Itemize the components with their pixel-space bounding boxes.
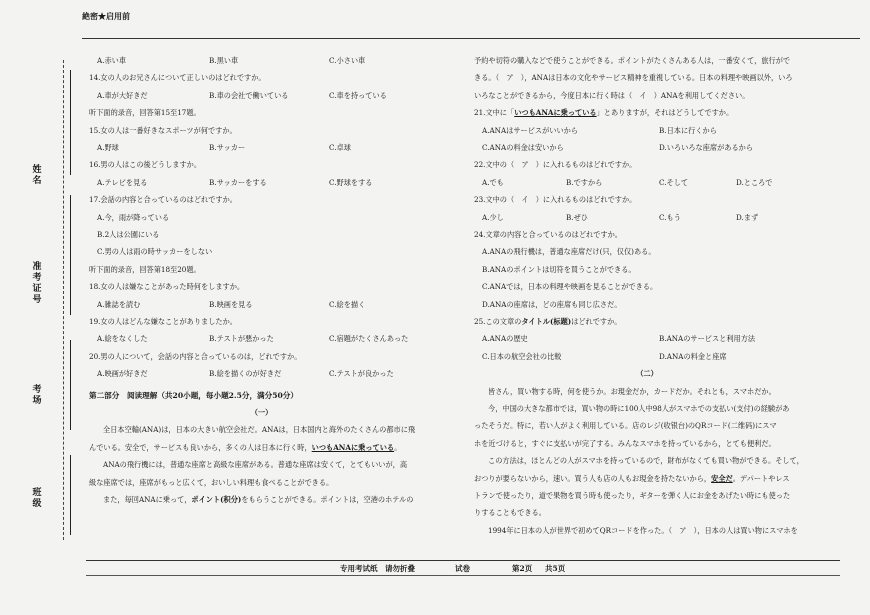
option: C.卓球 (329, 143, 351, 152)
question-text: 25.この文章の (474, 317, 522, 327)
option: A.少し (482, 212, 504, 222)
q15-options (89, 139, 434, 156)
footer-paper-label: 试卷 (455, 564, 470, 573)
option: B.テストが悪かった (209, 334, 274, 344)
option: C.ANAの料金は安いから (482, 143, 564, 153)
class-label: 班级 (32, 488, 42, 509)
name-blank-line (70, 70, 71, 175)
option: B.絵を描くのが好きだ (209, 369, 282, 379)
underlined-phrase: 安全だ (711, 473, 733, 483)
option: A.でも (482, 177, 504, 187)
name-label: 姓名 (32, 165, 42, 186)
option: B.車の会社で働いている (209, 90, 289, 100)
question-22: 22.文中の（ ア ）に入れるものはどれですか。 (474, 160, 637, 170)
bold-phrase: ポイント(积分) (191, 495, 242, 505)
section-two-heading: （二） (636, 369, 658, 379)
listening-instruction-1: 听下面的录音，回答第15至17题。 (89, 108, 201, 118)
passage-line (474, 470, 820, 487)
part-two-heading: 第二部分 阅读理解（共20小题，每小题2.5分，满分50分） (89, 390, 298, 400)
option: D.いろいろな座席があるから (659, 143, 754, 153)
passage-text: 。 (394, 442, 402, 452)
question-21 (474, 104, 820, 121)
option: A.ANAの飛行機は，普通な座席だけ(只，仅仅)ある。 (482, 247, 656, 257)
passage-text: おつりが要らないから，速い。買う人も店の人もお現金を持たないから， (474, 473, 712, 483)
option: B.映画を見る (209, 299, 253, 309)
listening-instruction-2: 听下面的录音，回答第18至20题。 (89, 264, 201, 274)
question-25 (474, 313, 820, 330)
q14-options (89, 87, 434, 104)
q16-options (89, 174, 434, 191)
option: C.車を持っている (329, 90, 387, 100)
option: C.野球をする (329, 177, 373, 187)
passage-text: をもらうことができる。ポイントは，空港のホテルの (241, 495, 414, 505)
bold-phrase: タイトル(标题) (521, 317, 572, 327)
passage-line: ホを近づけると，すぐに支払いが完了する。みんなスマホを持っているから，とても便利だ。 (474, 438, 776, 448)
q22-options (474, 174, 820, 191)
q25-options-row2 (474, 348, 820, 365)
option: A.車が大好きだ (97, 90, 148, 100)
footer-page-total: 共5页 (545, 564, 566, 573)
option: A.絵をなくした (97, 334, 148, 344)
question-17: 17.会話の内容と合っているのはどれですか。 (89, 195, 237, 205)
passage-text: 。デパートやレス (732, 473, 790, 483)
q23-options (474, 209, 820, 226)
venue-blank-line (70, 340, 71, 430)
passage-text: んでいる。安全で，サービスも良いから，多くの人は日本に行く時， (89, 442, 312, 452)
passage-line: きる。（ ア ），ANAは日本の文化やサービス精神を重視している。日本の料理や映画以外，いろ (474, 73, 793, 83)
option: C.男の人は雨の時サッカーをしない (97, 247, 213, 257)
exam-number-label: 准考证号 (32, 262, 42, 305)
question-19: 19.女の人はどんな嫌なことがありましたか。 (89, 317, 237, 327)
exam-no-blank-line (70, 195, 71, 315)
option: A.映画が好きだ (97, 369, 148, 379)
underlined-phrase: いつもANAに乗っている (311, 442, 395, 452)
question-20: 20.男の人について，会話の内容と合っているのは，どれですか。 (89, 351, 302, 361)
bottom-rule (86, 560, 840, 561)
class-blank-line (70, 455, 71, 535)
question-23: 23.文中の（ イ ）に入れるものはどれですか。 (474, 195, 637, 205)
question-15: 15.女の人は一番好きなスポーツが何ですか。 (89, 125, 237, 135)
passage-line: この方法は，ほとんどの人がスマホを持っているので，財布がなくても買い物ができる。そして， (488, 456, 804, 466)
question-text: 21.文中に「 (474, 108, 515, 118)
option: C.ANAでは，日本の料理や映画を見ることができる。 (482, 282, 658, 292)
passage-line: りすることもできる。 (474, 508, 546, 518)
option: B.ですから (566, 177, 603, 187)
option: A.今，雨が降っている (97, 212, 170, 222)
option: B.黒い車 (209, 56, 239, 65)
passage-line: 全日本空輸(ANA)は，日本の大きい航空会社だ。ANAは，日本国内と海外のたくさんの都市に飛 (103, 425, 416, 435)
passage-line: いろなことができるから，今度日本に行く時は（ イ ）ANAを利用してください。 (474, 90, 750, 100)
question-text: はどれですか。 (571, 317, 622, 327)
question-14: 14.女の人のお兄さんについて正しいのはどれですか。 (89, 73, 266, 83)
passage-line: 1994年に日本の人が世界で初めてQRコードを作った。（ ア ），日本の人は買い物にスマホを (488, 525, 798, 535)
option: C.宿題がたくさんあった (329, 334, 409, 344)
venue-label: 考场 (32, 385, 42, 406)
passage-line: トランで使ったり，道で果物を買う時も使ったり，ギターを弾く人にお金をあげたい時にも使った (474, 491, 791, 501)
option: B.ANAのサービスと利用方法 (659, 334, 756, 344)
right-column (474, 52, 820, 539)
question-16: 16.男の人はこの後どうしますか。 (89, 160, 202, 170)
passage-line (89, 491, 434, 508)
option: D.ところで (736, 177, 773, 187)
passage-line: 今，中国の大きな都市では，買い物の時に100人中98人がスマホでの支払い(支付)の経験があ (488, 404, 790, 414)
option: A.赤い車 (97, 56, 127, 65)
option: C.もう (659, 212, 681, 222)
footer-note: 专用考试纸 请勿折叠 (340, 564, 415, 573)
q18-options (89, 296, 434, 313)
passage-line: ANAの飛行機には，普通な座席と高級な座席がある。普通な座席は安くて，とてもいいが，高 (103, 460, 408, 470)
option: D.ANAの座席は，どの座席も同じ広さだ。 (482, 299, 622, 309)
bottom-rule-2 (86, 575, 840, 576)
option: B.日本に行くから (659, 125, 717, 135)
option: A.ANAの歴史 (482, 334, 528, 344)
passage-text: また，毎回ANAに乗って， (103, 495, 192, 505)
option: D.まず (736, 212, 759, 222)
option: D.ANAの料金と座席 (659, 351, 727, 361)
option: C.絵を描く (329, 299, 366, 309)
option: B.ANAのポイントは切符を買うことができる。 (482, 264, 636, 274)
q25-options-row1 (474, 330, 820, 347)
confidential-label: 絶密★启用前 (82, 11, 130, 21)
q19-options (89, 330, 434, 347)
passage-line: 級な座席では，座席がもっと広くて，おいしい料理も食べることができる。 (89, 477, 334, 487)
passage-line (89, 439, 434, 456)
left-column (89, 52, 434, 508)
passage-line: ったそうだ。特に，若い人がよく利用している。店のレジ(收银台)のQRコード(二维码)にスマ (474, 421, 777, 431)
option: A.野球 (97, 143, 119, 152)
section-one-heading: （一） (250, 408, 273, 418)
option: C.テストが良かった (329, 369, 394, 379)
option: C.そして (659, 177, 689, 187)
option: B.サッカーをする (209, 177, 267, 187)
option: A.雑誌を読む (97, 299, 141, 309)
passage-line: 予約や切符の購入などで使うことができる。ポイントがたくさんある人は，一番安くて，旅行がで (474, 56, 791, 65)
question-18: 18.女の人は嫌なことがあった時何をしますか。 (89, 282, 245, 292)
passage-line: 皆さん，買い物する時，何を使うか。お現金だか，カードだか。それとも，スマホだか。 (488, 386, 776, 396)
option: B.2人は公園にいる (97, 230, 160, 239)
underlined-phrase: いつもANAに乗っている (514, 108, 597, 118)
option: A.ANAはサービスがいいから (482, 125, 579, 135)
q20-options (89, 365, 434, 382)
q21-options-row1 (474, 122, 820, 139)
binding-line (63, 60, 64, 540)
option: C.日本の航空会社の比較 (482, 351, 562, 361)
option: C.小さい車 (329, 56, 366, 65)
question-text: 」とありますが，それはどうしてですか。 (596, 108, 734, 118)
footer-page-number: 第2页 (512, 564, 533, 573)
top-rule (82, 38, 860, 39)
question-24: 24.文章の内容と合っているのはどれですか。 (474, 230, 622, 239)
q21-options-row2 (474, 139, 820, 156)
q13-options (89, 52, 434, 69)
option: A.テレビを見る (97, 177, 148, 187)
option: B.サッカー (209, 143, 246, 152)
option: B.ぜひ (566, 212, 588, 222)
